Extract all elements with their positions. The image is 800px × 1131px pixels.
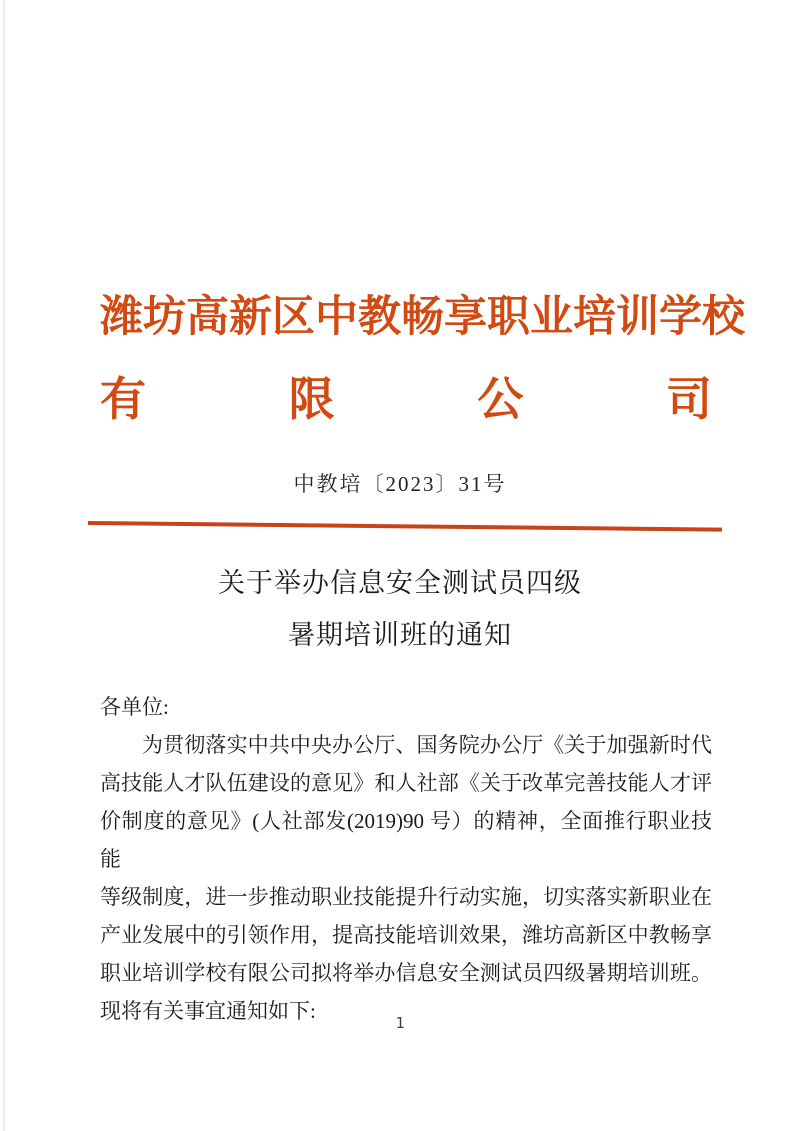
letterhead-char: 潍: [100, 294, 143, 341]
red-divider-line: [88, 521, 722, 532]
body-line: 现将有关事宜通知如下:: [100, 999, 316, 1023]
letterhead-char: 培: [573, 294, 616, 341]
notice-body-lines: [100, 726, 712, 1030]
notice-title-line1: 关于举办信息安全测试员四级: [218, 568, 582, 598]
letterhead-company-line1: [100, 292, 745, 344]
body-line: 为贯彻落实中共中央办公厅、国务院办公厅《关于加强新时代: [142, 733, 712, 757]
letterhead-char: 训: [616, 294, 659, 341]
body-line: 高技能人才队伍建设的意见》和人社部《关于改革完善技能人才评: [100, 771, 712, 795]
body-line: 职业培训学校有限公司拟将举办信息安全测试员四级暑期培训班。: [100, 961, 712, 985]
letterhead-char: 业: [530, 294, 573, 341]
letterhead-char: 教: [358, 294, 401, 341]
letterhead-char: 有: [100, 374, 146, 425]
letterhead-char: 限: [288, 374, 335, 425]
letterhead-char: 职: [487, 294, 530, 341]
salutation: 各单位:: [100, 695, 169, 719]
body-line: 等级制度，进一步推动职业技能提升行动实施，切实落实新职业在: [100, 885, 712, 909]
page-number: 1: [395, 1014, 405, 1032]
letterhead-char: 司: [665, 374, 712, 425]
letterhead-char: 新: [229, 294, 272, 341]
letterhead-char: 校: [702, 294, 745, 341]
body-line: 产业发展中的引领作用，提高技能培训效果，潍坊高新区中教畅享: [100, 923, 712, 947]
letterhead-char: 享: [444, 294, 487, 341]
notice-body: [100, 688, 712, 1030]
letterhead-char: 畅: [401, 294, 444, 341]
letterhead-char: 高: [186, 294, 229, 341]
letterhead-char: 坊: [143, 294, 186, 341]
letterhead-char: 中: [315, 294, 358, 341]
letterhead-char: 公: [477, 374, 524, 425]
letterhead-char: 区: [272, 294, 315, 341]
letterhead-char: 学: [659, 294, 702, 341]
letterhead-company-line2: [100, 372, 712, 428]
document-number: 中教培〔2023〕31号: [293, 472, 507, 496]
body-line: 价制度的意见》(人社部发(2019)90 号）的精神，全面推行职业技能: [100, 809, 712, 871]
notice-title-line2: 暑期培训班的通知: [288, 620, 512, 650]
